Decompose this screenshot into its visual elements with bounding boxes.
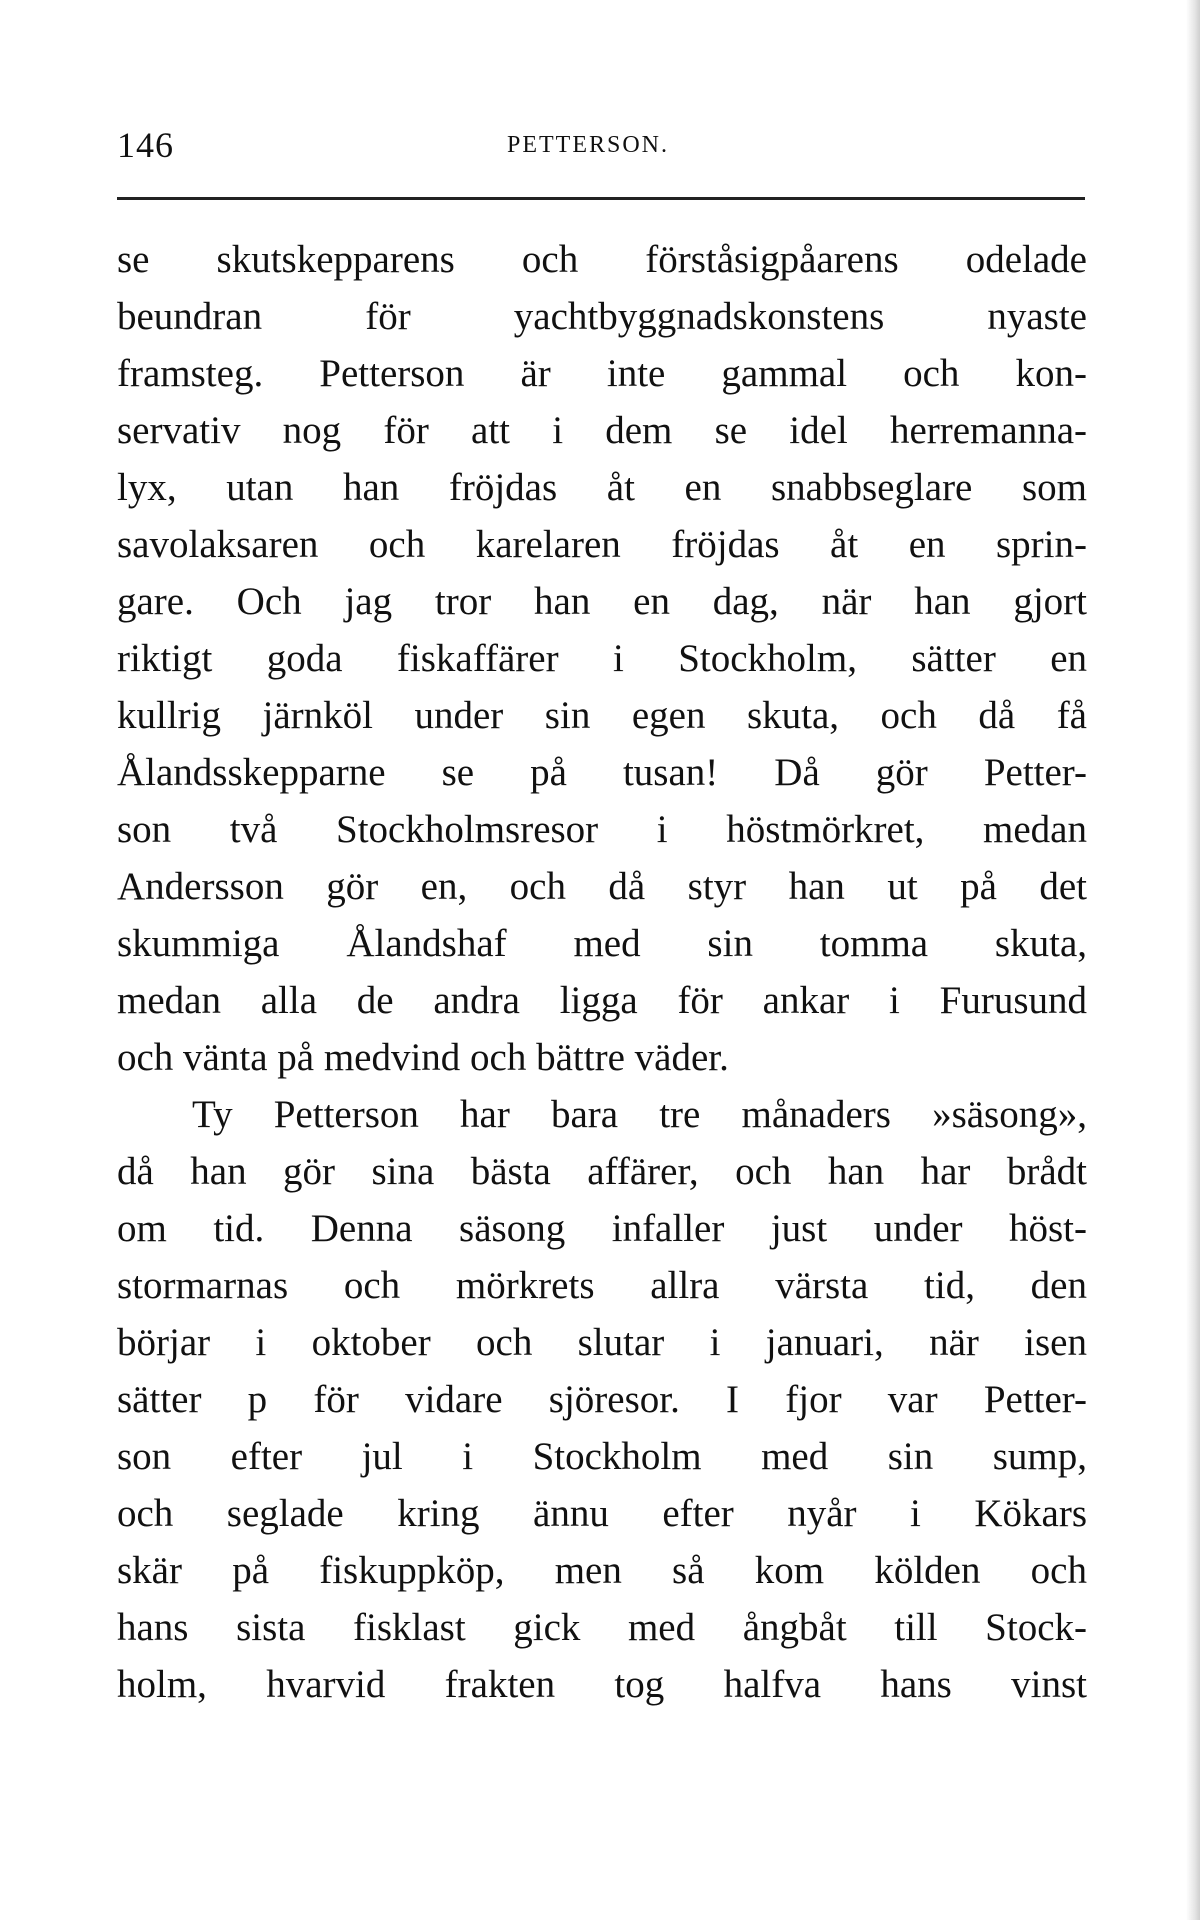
page-edge-shadow: [1186, 0, 1200, 1920]
text-line: se skutskepparens och förståsigpåarens odelade: [117, 238, 1087, 281]
text-line: kullrig järnköl under sin egen skuta, och då få: [117, 694, 1087, 737]
text-line: hans sista fisklast gick med ångbåt till Stock-: [117, 1606, 1087, 1649]
text-line: servativ nog för att i dem se idel herremanna-: [117, 409, 1087, 452]
header-rule: [117, 197, 1085, 200]
text-line: beundran för yachtbyggnadskonstens nyaste: [117, 295, 1087, 338]
text-line: Ty Petterson har bara tre månaders »säsong»,: [192, 1093, 1087, 1136]
text-line: framsteg. Petterson är inte gammal och kon-: [117, 352, 1087, 395]
page-header: [117, 120, 1087, 170]
text-line: om tid. Denna säsong infaller just under höst-: [117, 1207, 1087, 1250]
text-line: Andersson gör en, och då styr han ut på det: [117, 865, 1087, 908]
text-line: då han gör sina bästa affärer, och han har brådt: [117, 1150, 1087, 1193]
text-line: savolaksaren och karelaren fröjdas åt en sprin-: [117, 523, 1087, 566]
text-line: Ålandsskepparne se på tusan! Då gör Petter-: [117, 751, 1087, 794]
text-line: gare. Och jag tror han en dag, när han gjort: [117, 580, 1087, 623]
text-line: holm, hvarvid frakten tog halfva hans vinst: [117, 1663, 1087, 1706]
text-line: stormarnas och mörkrets allra värsta tid, den: [117, 1264, 1087, 1307]
text-line: lyx, utan han fröjdas åt en snabbseglare som: [117, 466, 1087, 509]
text-line: riktigt goda fiskaffärer i Stockholm, sätter en: [117, 637, 1087, 680]
text-line: son efter jul i Stockholm med sin sump,: [117, 1435, 1087, 1478]
text-line: börjar i oktober och slutar i januari, när isen: [117, 1321, 1087, 1364]
text-line: skummiga Ålandshaf med sin tomma skuta,: [117, 922, 1087, 965]
text-line: och seglade kring ännu efter nyår i Kökars: [117, 1492, 1087, 1535]
text-line: sätter p för vidare sjöresor. I fjor var Petter-: [117, 1378, 1087, 1421]
text-line: och vänta på medvind och bättre väder.: [117, 1036, 729, 1079]
text-line: medan alla de andra ligga för ankar i Furusund: [117, 979, 1087, 1022]
text-line: son två Stockholmsresor i höstmörkret, medan: [117, 808, 1087, 851]
running-head: PETTERSON.: [507, 132, 670, 158]
page-number: 146: [117, 125, 174, 165]
text-line: skär på fiskuppköp, men så kom kölden och: [117, 1549, 1087, 1592]
body-text: [117, 231, 1087, 1713]
